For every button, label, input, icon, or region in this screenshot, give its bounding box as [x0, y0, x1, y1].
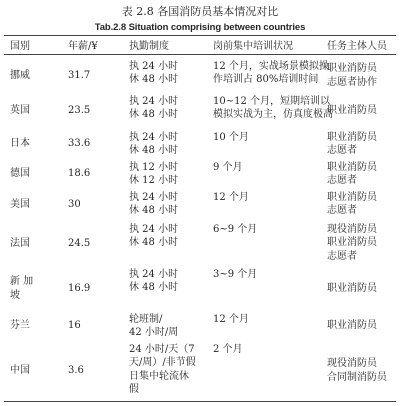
- cell-training: 2 个月: [213, 344, 243, 355]
- cell-training: 9 个月: [213, 162, 243, 173]
- cell-training: 12 个月: [213, 192, 249, 203]
- cell-salary: 16: [68, 320, 81, 332]
- cell-duty-system: 休 48 小时: [129, 145, 179, 157]
- cell-duty-system: 休 12 小时: [129, 175, 179, 187]
- cell-country: 德国: [10, 168, 30, 180]
- cell-country: 中国: [10, 364, 30, 376]
- table-top-rule: [4, 35, 396, 36]
- cell-training: 作培训占 80%培训时间: [213, 74, 319, 86]
- cell-main-staff: 职业消防员: [327, 162, 377, 173]
- cell-country: 坡: [10, 289, 20, 301]
- cell-salary: 24.5: [68, 237, 91, 249]
- cell-main-staff: 职业消防员: [327, 320, 377, 332]
- cell-training: 12 个月，实战场景模拟操: [213, 61, 329, 72]
- cell-country: 法国: [10, 237, 30, 249]
- table-bottom-rule: [4, 401, 396, 402]
- column-header-main-staff: 任务主体人员: [327, 41, 387, 52]
- cell-duty-system: 执 24 小时: [129, 96, 179, 107]
- cell-salary: 30: [68, 199, 81, 211]
- cell-country: 芬兰: [10, 320, 30, 332]
- cell-training: 模拟实战为主，仿真度极高: [213, 109, 333, 121]
- cell-duty-system: 执 24 小时: [129, 132, 179, 143]
- cell-duty-system: 轮班制/: [129, 314, 163, 325]
- cell-duty-system: 执 24 小时: [129, 61, 179, 72]
- cell-salary: 3.6: [68, 364, 84, 376]
- cell-main-staff: 志愿者: [327, 175, 357, 187]
- cell-duty-system: 42 小时/周: [129, 327, 179, 339]
- cell-main-staff: 现役消防员: [327, 224, 377, 235]
- cell-duty-system: 执 24 小时: [129, 269, 179, 280]
- table-header-rule: [4, 54, 396, 55]
- cell-duty-system: 天/周）/非节假: [129, 357, 196, 369]
- cell-country: 挪威: [10, 69, 30, 81]
- table-caption-chinese: 表 2.8 各国消防员基本情况对比: [121, 5, 279, 18]
- cell-duty-system: 执 24 小时: [129, 224, 179, 235]
- cell-main-staff: 职业消防员: [327, 282, 377, 294]
- column-header-duty-system: 执勤制度: [129, 41, 169, 52]
- cell-country: 美国: [10, 199, 30, 211]
- cell-main-staff: 职业消防员: [327, 132, 377, 143]
- cell-main-staff: 志愿者: [327, 145, 357, 157]
- cell-country: 英国: [10, 105, 30, 117]
- table-caption-english: Tab.2.8 Situation comprising between countries: [94, 22, 306, 33]
- cell-salary: 18.6: [68, 168, 91, 180]
- cell-salary: 31.7: [68, 69, 91, 81]
- column-header-salary: 年薪/¥: [68, 41, 98, 52]
- cell-training: 10~12 个月，短期培训以: [213, 96, 331, 107]
- cell-salary: 33.6: [68, 138, 91, 150]
- cell-duty-system: 执 12 小时: [129, 162, 179, 173]
- cell-duty-system: 日集中轮流休: [129, 370, 189, 382]
- cell-main-staff: 志愿者: [327, 205, 357, 217]
- cell-duty-system: 执 24 小时: [129, 192, 179, 203]
- cell-main-staff: 现役消防员: [327, 358, 377, 370]
- cell-main-staff: 志愿者: [327, 250, 357, 262]
- cell-training: 12 个月: [213, 314, 249, 325]
- cell-duty-system: 24 小时/天（7: [129, 344, 195, 355]
- cell-country: 新 加: [10, 276, 34, 288]
- cell-main-staff: 职业消防员: [327, 192, 377, 203]
- cell-main-staff: 职业消防员: [327, 63, 377, 75]
- cell-duty-system: 假: [129, 383, 139, 395]
- cell-duty-system: 休 48 小时: [129, 237, 179, 249]
- column-header-pre-job-training: 岗前集中培训状况: [213, 41, 293, 52]
- cell-duty-system: 休 48 小时: [129, 109, 179, 121]
- cell-training: 10 个月: [213, 132, 249, 143]
- cell-main-staff: 志愿者协作: [327, 76, 377, 88]
- cell-duty-system: 休 48 小时: [129, 205, 179, 217]
- cell-training: 3~9 个月: [213, 269, 258, 280]
- cell-main-staff: 职业消防员: [327, 237, 377, 249]
- cell-main-staff: 职业消防员: [327, 105, 377, 117]
- cell-training: 6~9 个月: [213, 224, 258, 235]
- cell-duty-system: 休 48 小时: [129, 74, 179, 86]
- column-header-country: 国别: [10, 41, 30, 52]
- cell-main-staff: 合同制消防员: [327, 371, 387, 383]
- cell-salary: 16.9: [68, 282, 91, 294]
- cell-salary: 23.5: [68, 105, 91, 117]
- cell-duty-system: 休 48 小时: [129, 282, 179, 294]
- cell-country: 日本: [10, 138, 30, 150]
